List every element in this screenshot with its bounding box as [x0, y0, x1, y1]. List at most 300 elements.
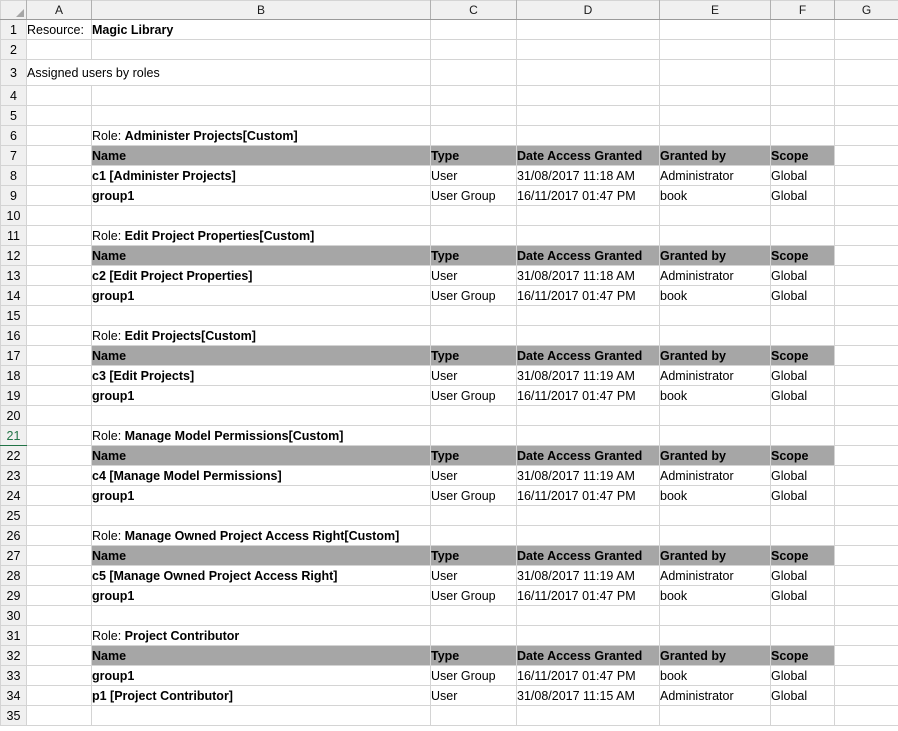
cell-c10[interactable] — [431, 206, 517, 226]
cell-g28[interactable] — [835, 566, 898, 586]
entry-name[interactable]: group1 — [92, 286, 431, 306]
cell-g10[interactable] — [835, 206, 898, 226]
entry-granted-by[interactable]: Administrator — [660, 166, 771, 186]
cell-a25[interactable] — [27, 506, 92, 526]
cell-a20[interactable] — [27, 406, 92, 426]
cell-a26[interactable] — [27, 526, 92, 546]
entry-type[interactable]: User Group — [431, 286, 517, 306]
entry-scope[interactable]: Global — [771, 386, 835, 406]
row-header-13[interactable]: 13 — [1, 266, 27, 286]
cell-b35[interactable] — [92, 706, 431, 726]
entry-granted-by[interactable]: book — [660, 666, 771, 686]
row-header-22[interactable]: 22 — [1, 446, 27, 466]
entry-name[interactable]: group1 — [92, 186, 431, 206]
table-row — [1, 706, 898, 726]
cell-c1[interactable] — [431, 20, 517, 40]
entry-type[interactable]: User — [431, 566, 517, 586]
entry-name[interactable]: group1 — [92, 666, 431, 686]
cell-f5[interactable] — [771, 106, 835, 126]
table-header-type[interactable]: Type — [431, 446, 517, 466]
cell-f26[interactable] — [771, 526, 835, 546]
cell-d3[interactable] — [517, 60, 660, 86]
table-row — [1, 186, 898, 206]
cell-b20[interactable] — [92, 406, 431, 426]
cell-a23[interactable] — [27, 466, 92, 486]
cell-e25[interactable] — [660, 506, 771, 526]
cell-a21[interactable] — [27, 426, 92, 446]
row-header-28[interactable]: 28 — [1, 566, 27, 586]
cell-g26[interactable] — [835, 526, 898, 546]
cell-g22[interactable] — [835, 446, 898, 466]
entry-date[interactable]: 31/08/2017 11:19 AM — [517, 366, 660, 386]
table-header-granted-by[interactable]: Granted by — [660, 346, 771, 366]
table-header-type[interactable]: Type — [431, 646, 517, 666]
cell-g19[interactable] — [835, 386, 898, 406]
entry-granted-by[interactable]: book — [660, 186, 771, 206]
table-header-scope[interactable]: Scope — [771, 246, 835, 266]
table-row — [1, 266, 898, 286]
row-header-7[interactable]: 7 — [1, 146, 27, 166]
cell-f1[interactable] — [771, 20, 835, 40]
entry-name[interactable]: c5 [Manage Owned Project Access Right] — [92, 566, 431, 586]
cell-d21[interactable] — [517, 426, 660, 446]
cell-e21[interactable] — [660, 426, 771, 446]
role-name: Edit Project Properties[Custom] — [124, 228, 315, 243]
cell-d4[interactable] — [517, 86, 660, 106]
table-header-name[interactable]: Name — [92, 446, 431, 466]
column-header-g[interactable]: G — [835, 1, 898, 20]
cell-e1[interactable] — [660, 20, 771, 40]
cell-c21[interactable] — [431, 426, 517, 446]
cell-g24[interactable] — [835, 486, 898, 506]
cell-g21[interactable] — [835, 426, 898, 446]
cell-d11[interactable] — [517, 226, 660, 246]
table-header-name[interactable]: Name — [92, 246, 431, 266]
entry-date[interactable]: 16/11/2017 01:47 PM — [517, 666, 660, 686]
cell-f31[interactable] — [771, 626, 835, 646]
cell-g4[interactable] — [835, 86, 898, 106]
entry-scope[interactable]: Global — [771, 466, 835, 486]
cell-a22[interactable] — [27, 446, 92, 466]
row-header-15[interactable]: 15 — [1, 306, 27, 326]
select-all-corner[interactable] — [1, 1, 27, 20]
cell-b1-resource-value[interactable]: Magic Library — [92, 20, 431, 40]
cell-e31[interactable] — [660, 626, 771, 646]
table-header-date[interactable]: Date Access Granted — [517, 546, 660, 566]
cell-e11[interactable] — [660, 226, 771, 246]
entry-date[interactable]: 16/11/2017 01:47 PM — [517, 486, 660, 506]
table-header-date[interactable]: Date Access Granted — [517, 146, 660, 166]
row-header-3[interactable]: 3 — [1, 60, 27, 86]
cell-a2[interactable] — [27, 40, 92, 60]
cell-a15[interactable] — [27, 306, 92, 326]
entry-scope[interactable]: Global — [771, 566, 835, 586]
cell-b30[interactable] — [92, 606, 431, 626]
entry-scope[interactable]: Global — [771, 586, 835, 606]
row-header-31[interactable]: 31 — [1, 626, 27, 646]
row-header-35[interactable]: 35 — [1, 706, 27, 726]
entry-name[interactable]: c2 [Edit Project Properties] — [92, 266, 431, 286]
cell-g29[interactable] — [835, 586, 898, 606]
cell-a35[interactable] — [27, 706, 92, 726]
entry-type[interactable]: User Group — [431, 586, 517, 606]
cell-d30[interactable] — [517, 606, 660, 626]
cell-g23[interactable] — [835, 466, 898, 486]
cell-e15[interactable] — [660, 306, 771, 326]
cell-g14[interactable] — [835, 286, 898, 306]
row-header-33[interactable]: 33 — [1, 666, 27, 686]
entry-date[interactable]: 16/11/2017 01:47 PM — [517, 186, 660, 206]
table-header-date[interactable]: Date Access Granted — [517, 646, 660, 666]
table-header-name[interactable]: Name — [92, 346, 431, 366]
cell-e6[interactable] — [660, 126, 771, 146]
entry-date[interactable]: 31/08/2017 11:19 AM — [517, 566, 660, 586]
entry-granted-by[interactable]: Administrator — [660, 366, 771, 386]
table-header-type[interactable]: Type — [431, 546, 517, 566]
table-header-date[interactable]: Date Access Granted — [517, 446, 660, 466]
cell-g33[interactable] — [835, 666, 898, 686]
cell-c2[interactable] — [431, 40, 517, 60]
table-header-scope[interactable]: Scope — [771, 546, 835, 566]
cell-a24[interactable] — [27, 486, 92, 506]
entry-scope[interactable]: Global — [771, 166, 835, 186]
cell-b2[interactable] — [92, 40, 431, 60]
cell-e5[interactable] — [660, 106, 771, 126]
entry-granted-by[interactable]: Administrator — [660, 566, 771, 586]
table-row — [1, 40, 898, 60]
entry-name[interactable]: group1 — [92, 386, 431, 406]
row-header-24[interactable]: 24 — [1, 486, 27, 506]
entry-date[interactable]: 31/08/2017 11:18 AM — [517, 266, 660, 286]
cell-g30[interactable] — [835, 606, 898, 626]
row-header-9[interactable]: 9 — [1, 186, 27, 206]
cell-f2[interactable] — [771, 40, 835, 60]
cell-a5[interactable] — [27, 106, 92, 126]
role-label-cell[interactable] — [92, 226, 431, 246]
cell-f30[interactable] — [771, 606, 835, 626]
cell-b5[interactable] — [92, 106, 431, 126]
table-header-granted-by[interactable]: Granted by — [660, 246, 771, 266]
entry-granted-by[interactable]: book — [660, 286, 771, 306]
cell-g17[interactable] — [835, 346, 898, 366]
cell-a33[interactable] — [27, 666, 92, 686]
cell-c31[interactable] — [431, 626, 517, 646]
cell-a10[interactable] — [27, 206, 92, 226]
entry-name[interactable]: group1 — [92, 586, 431, 606]
cell-e16[interactable] — [660, 326, 771, 346]
row-header-16[interactable]: 16 — [1, 326, 27, 346]
cell-a9[interactable] — [27, 186, 92, 206]
column-header-d[interactable]: D — [517, 1, 660, 20]
row-header-19[interactable]: 19 — [1, 386, 27, 406]
row-header-32[interactable]: 32 — [1, 646, 27, 666]
cell-a28[interactable] — [27, 566, 92, 586]
column-header-a[interactable]: A — [27, 1, 92, 20]
cell-d5[interactable] — [517, 106, 660, 126]
role-label-cell[interactable] — [92, 326, 431, 346]
cell-f15[interactable] — [771, 306, 835, 326]
cell-b10[interactable] — [92, 206, 431, 226]
cell-d6[interactable] — [517, 126, 660, 146]
cell-g6[interactable] — [835, 126, 898, 146]
cell-e2[interactable] — [660, 40, 771, 60]
cell-a29[interactable] — [27, 586, 92, 606]
table-header-scope[interactable]: Scope — [771, 646, 835, 666]
entry-name[interactable]: p1 [Project Contributor] — [92, 686, 431, 706]
entry-scope[interactable]: Global — [771, 266, 835, 286]
table-header-granted-by[interactable]: Granted by — [660, 446, 771, 466]
cell-f35[interactable] — [771, 706, 835, 726]
cell-c6[interactable] — [431, 126, 517, 146]
cell-a8[interactable] — [27, 166, 92, 186]
cell-g1[interactable] — [835, 20, 898, 40]
entry-type[interactable]: User Group — [431, 486, 517, 506]
role-label-cell[interactable] — [92, 526, 431, 546]
entry-name[interactable]: c1 [Administer Projects] — [92, 166, 431, 186]
row-header-10[interactable]: 10 — [1, 206, 27, 226]
cell-d15[interactable] — [517, 306, 660, 326]
row-header-30[interactable]: 30 — [1, 606, 27, 626]
table-header-name[interactable]: Name — [92, 646, 431, 666]
cell-e3[interactable] — [660, 60, 771, 86]
entry-granted-by[interactable]: book — [660, 386, 771, 406]
table-header-date[interactable]: Date Access Granted — [517, 246, 660, 266]
cell-g7[interactable] — [835, 146, 898, 166]
row-header-34[interactable]: 34 — [1, 686, 27, 706]
cell-d16[interactable] — [517, 326, 660, 346]
cell-g15[interactable] — [835, 306, 898, 326]
cell-a7[interactable] — [27, 146, 92, 166]
cell-e26[interactable] — [660, 526, 771, 546]
entry-type[interactable]: User — [431, 466, 517, 486]
table-header-date[interactable]: Date Access Granted — [517, 346, 660, 366]
cell-c15[interactable] — [431, 306, 517, 326]
entry-name[interactable]: c4 [Manage Model Permissions] — [92, 466, 431, 486]
table-row — [1, 626, 898, 646]
cell-f16[interactable] — [771, 326, 835, 346]
row-header-2[interactable]: 2 — [1, 40, 27, 60]
table-row — [1, 346, 898, 366]
cell-b25[interactable] — [92, 506, 431, 526]
cell-c3[interactable] — [431, 60, 517, 86]
cell-c30[interactable] — [431, 606, 517, 626]
cell-b15[interactable] — [92, 306, 431, 326]
column-header-b[interactable]: B — [92, 1, 431, 20]
table-header-name[interactable]: Name — [92, 546, 431, 566]
table-header-granted-by[interactable]: Granted by — [660, 646, 771, 666]
row-header-20[interactable]: 20 — [1, 406, 27, 426]
entry-date[interactable]: 31/08/2017 11:19 AM — [517, 466, 660, 486]
cell-e10[interactable] — [660, 206, 771, 226]
cell-f25[interactable] — [771, 506, 835, 526]
row-header-26[interactable]: 26 — [1, 526, 27, 546]
row-header-27[interactable]: 27 — [1, 546, 27, 566]
cell-g9[interactable] — [835, 186, 898, 206]
entry-granted-by[interactable]: book — [660, 586, 771, 606]
entry-date[interactable]: 16/11/2017 01:47 PM — [517, 286, 660, 306]
row-header-14[interactable]: 14 — [1, 286, 27, 306]
cell-e35[interactable] — [660, 706, 771, 726]
table-header-scope[interactable]: Scope — [771, 146, 835, 166]
table-row — [1, 86, 898, 106]
cell-c25[interactable] — [431, 506, 517, 526]
cell-a34[interactable] — [27, 686, 92, 706]
cell-f11[interactable] — [771, 226, 835, 246]
entry-name[interactable]: c3 [Edit Projects] — [92, 366, 431, 386]
table-row — [1, 446, 898, 466]
cell-d25[interactable] — [517, 506, 660, 526]
page-title[interactable]: Assigned users by roles — [27, 60, 431, 86]
cell-a11[interactable] — [27, 226, 92, 246]
row-header-25[interactable]: 25 — [1, 506, 27, 526]
cell-g3[interactable] — [835, 60, 898, 86]
cell-e4[interactable] — [660, 86, 771, 106]
cell-a12[interactable] — [27, 246, 92, 266]
table-header-scope[interactable]: Scope — [771, 446, 835, 466]
row-header-12[interactable]: 12 — [1, 246, 27, 266]
cell-c5[interactable] — [431, 106, 517, 126]
role-prefix: Role: — [92, 528, 122, 543]
cell-a31[interactable] — [27, 626, 92, 646]
entry-granted-by[interactable]: Administrator — [660, 266, 771, 286]
cell-c11[interactable] — [431, 226, 517, 246]
row-header-11[interactable]: 11 — [1, 226, 27, 246]
entry-date[interactable]: 31/08/2017 11:15 AM — [517, 686, 660, 706]
cell-d2[interactable] — [517, 40, 660, 60]
role-prefix: Role: — [92, 128, 122, 143]
column-header-e[interactable]: E — [660, 1, 771, 20]
row-header-6[interactable]: 6 — [1, 126, 27, 146]
cell-a32[interactable] — [27, 646, 92, 666]
entry-scope[interactable]: Global — [771, 666, 835, 686]
entry-scope[interactable]: Global — [771, 366, 835, 386]
cell-d1[interactable] — [517, 20, 660, 40]
entry-granted-by[interactable]: Administrator — [660, 466, 771, 486]
cell-e30[interactable] — [660, 606, 771, 626]
cell-a19[interactable] — [27, 386, 92, 406]
table-header-granted-by[interactable]: Granted by — [660, 146, 771, 166]
entry-type[interactable]: User Group — [431, 186, 517, 206]
cell-d31[interactable] — [517, 626, 660, 646]
entry-type[interactable]: User — [431, 266, 517, 286]
cell-a17[interactable] — [27, 346, 92, 366]
cell-f3[interactable] — [771, 60, 835, 86]
cell-a30[interactable] — [27, 606, 92, 626]
cell-g13[interactable] — [835, 266, 898, 286]
cell-g25[interactable] — [835, 506, 898, 526]
row-header-8[interactable]: 8 — [1, 166, 27, 186]
row-header-29[interactable]: 29 — [1, 586, 27, 606]
table-header-scope[interactable]: Scope — [771, 346, 835, 366]
cell-d20[interactable] — [517, 406, 660, 426]
cell-g8[interactable] — [835, 166, 898, 186]
cell-g12[interactable] — [835, 246, 898, 266]
table-header-type[interactable]: Type — [431, 146, 517, 166]
cell-c4[interactable] — [431, 86, 517, 106]
role-label-cell[interactable] — [92, 626, 431, 646]
cell-g32[interactable] — [835, 646, 898, 666]
entry-granted-by[interactable]: Administrator — [660, 686, 771, 706]
cell-g35[interactable] — [835, 706, 898, 726]
row-header-18[interactable]: 18 — [1, 366, 27, 386]
cell-a13[interactable] — [27, 266, 92, 286]
cell-e20[interactable] — [660, 406, 771, 426]
cell-c20[interactable] — [431, 406, 517, 426]
table-header-type[interactable]: Type — [431, 246, 517, 266]
cell-d26[interactable] — [517, 526, 660, 546]
cell-f21[interactable] — [771, 426, 835, 446]
row-header-17[interactable]: 17 — [1, 346, 27, 366]
entry-date[interactable]: 16/11/2017 01:47 PM — [517, 586, 660, 606]
row-header-4[interactable]: 4 — [1, 86, 27, 106]
cell-c26[interactable] — [431, 526, 517, 546]
cell-g27[interactable] — [835, 546, 898, 566]
cell-g2[interactable] — [835, 40, 898, 60]
role-label-cell[interactable] — [92, 426, 431, 446]
table-row — [1, 106, 898, 126]
row-header-23[interactable]: 23 — [1, 466, 27, 486]
cell-c35[interactable] — [431, 706, 517, 726]
column-header-f[interactable]: F — [771, 1, 835, 20]
role-name: Project Contributor — [124, 628, 240, 643]
entry-date[interactable]: 31/08/2017 11:18 AM — [517, 166, 660, 186]
entry-scope[interactable]: Global — [771, 686, 835, 706]
entry-type[interactable]: User — [431, 366, 517, 386]
cell-a4[interactable] — [27, 86, 92, 106]
role-label-cell[interactable] — [92, 126, 431, 146]
cell-g5[interactable] — [835, 106, 898, 126]
cell-g18[interactable] — [835, 366, 898, 386]
row-header-1[interactable]: 1 — [1, 20, 27, 40]
entry-scope[interactable]: Global — [771, 286, 835, 306]
table-header-granted-by[interactable]: Granted by — [660, 546, 771, 566]
cell-a18[interactable] — [27, 366, 92, 386]
entry-name[interactable]: group1 — [92, 486, 431, 506]
cell-f20[interactable] — [771, 406, 835, 426]
cell-a1-resource-label[interactable]: Resource: — [27, 20, 92, 40]
table-header-name[interactable]: Name — [92, 146, 431, 166]
table-header-type[interactable]: Type — [431, 346, 517, 366]
cell-f6[interactable] — [771, 126, 835, 146]
column-header-c[interactable]: C — [431, 1, 517, 20]
entry-scope[interactable]: Global — [771, 186, 835, 206]
entry-scope[interactable]: Global — [771, 486, 835, 506]
row-header-21-selected[interactable]: 21 — [1, 426, 27, 446]
cell-a6[interactable] — [27, 126, 92, 146]
cell-a27[interactable] — [27, 546, 92, 566]
cell-d10[interactable] — [517, 206, 660, 226]
cell-g20[interactable] — [835, 406, 898, 426]
cell-a16[interactable] — [27, 326, 92, 346]
cell-f10[interactable] — [771, 206, 835, 226]
entry-type[interactable]: User — [431, 166, 517, 186]
entry-type[interactable]: User Group — [431, 386, 517, 406]
cell-a14[interactable] — [27, 286, 92, 306]
cell-g16[interactable] — [835, 326, 898, 346]
cell-g31[interactable] — [835, 626, 898, 646]
cell-b4[interactable] — [92, 86, 431, 106]
cell-g34[interactable] — [835, 686, 898, 706]
row-header-5[interactable]: 5 — [1, 106, 27, 126]
entry-type[interactable]: User Group — [431, 666, 517, 686]
entry-date[interactable]: 16/11/2017 01:47 PM — [517, 386, 660, 406]
entry-type[interactable]: User — [431, 686, 517, 706]
cell-d35[interactable] — [517, 706, 660, 726]
cell-g11[interactable] — [835, 226, 898, 246]
cell-f4[interactable] — [771, 86, 835, 106]
cell-c16[interactable] — [431, 326, 517, 346]
entry-granted-by[interactable]: book — [660, 486, 771, 506]
